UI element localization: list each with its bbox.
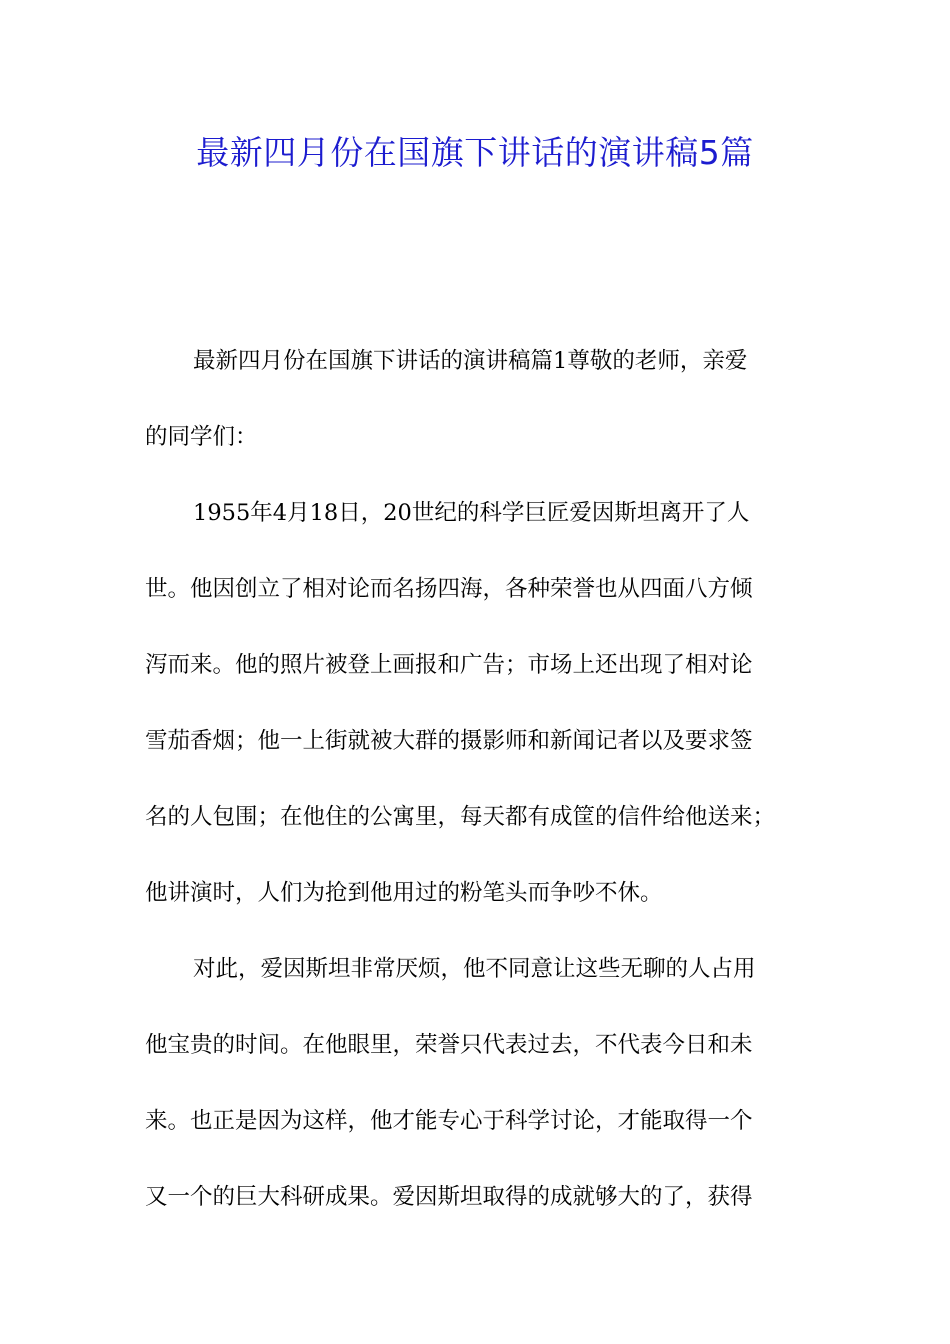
paragraph-line: 雪茄香烟；他一上街就被大群的摄影师和新闻记者以及要求签 [145, 728, 753, 754]
document-body [145, 336, 815, 1248]
paragraph-line: 1955年4月18日，20世纪的科学巨匠爱因斯坦离开了人 [193, 500, 750, 526]
paragraph-line: 的同学们： [145, 424, 258, 450]
paragraph-line: 他讲演时，人们为抢到他用过的粉笔头而争吵不休。 [145, 880, 663, 906]
paragraph-line: 泻而来。他的照片被登上画报和广告；市场上还出现了相对论 [145, 652, 753, 678]
paragraph-line: 又一个的巨大科研成果。爱因斯坦取得的成就够大的了，获得 [145, 1184, 753, 1210]
paragraph-line: 对此，爱因斯坦非常厌烦，他不同意让这些无聊的人占用 [193, 956, 756, 982]
paragraph-line: 他宝贵的时间。在他眼里，荣誉只代表过去，不代表今日和未 [145, 1032, 753, 1058]
paragraph-line: 世。他因创立了相对论而名扬四海，各种荣誉也从四面八方倾 [145, 576, 753, 602]
paragraph-line: 来。也正是因为这样，他才能专心于科学讨论，才能取得一个 [145, 1108, 753, 1134]
paragraph-line: 最新四月份在国旗下讲话的演讲稿篇1尊敬的老师，亲爱 [193, 348, 748, 374]
paragraph-line: 名的人包围；在他住的公寓里，每天都有成筐的信件给他送来； [145, 804, 776, 830]
document-title: 最新四月份在国旗下讲话的演讲稿5篇 [196, 133, 754, 172]
